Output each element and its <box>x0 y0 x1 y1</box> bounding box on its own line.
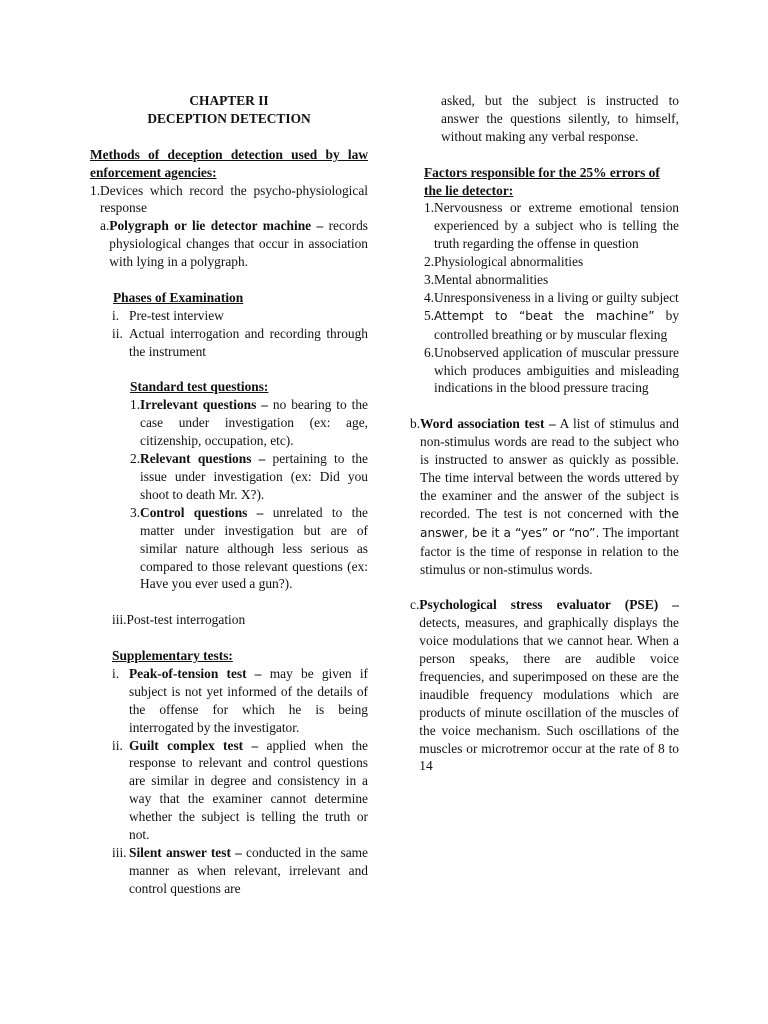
right-column <box>412 92 679 775</box>
methods-heading: Methods of deception detection used by law enforcement agencies: <box>90 146 368 180</box>
left-column <box>90 92 368 898</box>
supplementary-heading: Supplementary tests: <box>112 648 233 664</box>
factor-5-number: 5. <box>424 307 435 323</box>
question-3-content <box>140 504 368 594</box>
question-1-content <box>140 396 368 450</box>
question-3-text: unrelated to the matter under investigation but are of similar nature although less serious as compared to those relevant questions (ex: Have you ever used a gun?). <box>140 504 368 592</box>
method-item-b-text-2: The important factor is the time of response in relation to the stimulus or non-stimulus words. <box>420 524 680 577</box>
supplementary-test-iii-term: Silent answer test – <box>129 844 242 860</box>
question-2-text: pertaining to the issue under investigation (ex: Did you shoot to death Mr. X?). <box>140 451 368 502</box>
question-3 <box>90 504 368 594</box>
supplementary-test-iii-number: iii. <box>112 844 127 860</box>
factor-1 <box>412 199 679 253</box>
method-item-c-letter: c. <box>410 597 420 613</box>
factors-heading: Factors responsible for the 25% errors of the lie detector: <box>424 164 660 198</box>
method-item-c-text: detects, measures, and graphically displays the voice modulations that we cannot hear. When a person speaks, there are audible voice frequencies, and superimposed on these are the inaudible frequency modulations which are products of minute oscillation of the muscles of the voice mechanism. Such oscillations of the muscles or microtremor occur at the rate of 8 to 14 <box>419 615 679 774</box>
factor-5-text-sans: Attempt to “beat the machine” <box>434 308 655 323</box>
phase-iii <box>90 611 368 629</box>
method-item-c <box>410 596 679 775</box>
factor-6-number: 6. <box>424 344 435 360</box>
factor-4-number: 4. <box>424 289 435 305</box>
phase-i <box>90 307 368 325</box>
method-item-c-term: Psychological stress evaluator (PSE) – <box>419 597 679 613</box>
supplementary-test-iii-text: conducted in the same manner as when relevant, irrelevant and control questions are <box>129 844 369 896</box>
chapter-title: DECEPTION DETECTION <box>147 110 311 126</box>
question-2-number: 2. <box>130 451 141 467</box>
supplementary-test-i-content <box>129 665 368 737</box>
silent-test-continuation: asked, but the subject is instructed to answer the questions silently, to himself, without making any verbal response. <box>441 93 679 144</box>
phase-i-text: Pre-test interview <box>129 307 224 323</box>
factor-1-text: Nervousness or extreme emotional tension experienced by a subject who is telling the truth regarding the offense in question <box>434 200 679 252</box>
factor-5-text: by controlled breathing or by muscular flexing <box>434 307 680 342</box>
supplementary-test-i-term: Peak-of-tension test – <box>129 665 262 681</box>
method-item-a-letter: a. <box>100 218 110 234</box>
supplementary-test-i <box>90 665 368 737</box>
supplementary-test-ii-term: Guilt complex test – <box>129 737 259 753</box>
method-item-b-text-sans: the answer, be it a “yes” or “no”. <box>420 506 679 540</box>
chapter-number: CHAPTER II <box>189 93 269 108</box>
supplementary-test-ii-number: ii. <box>112 737 123 753</box>
method-item-b-letter: b. <box>410 416 421 432</box>
question-3-term: Control questions – <box>140 504 264 520</box>
method-item-a-content <box>109 217 368 271</box>
method-item-a <box>90 217 368 271</box>
supplementary-test-iii <box>90 844 368 898</box>
supplementary-test-ii <box>90 737 368 844</box>
supplementary-test-iii-content <box>129 844 368 898</box>
phases-heading: Phases of Examination <box>113 289 244 305</box>
method-item-a-text: records physiological changes that occur in association with lying in a polygraph. <box>109 218 368 270</box>
factor-3-text: Mental abnormalities <box>434 272 549 288</box>
method-item-1-number: 1. <box>90 182 101 198</box>
phase-i-number: i. <box>112 307 120 323</box>
factor-2-text: Physiological abnormalities <box>434 254 584 270</box>
phase-ii <box>90 325 368 361</box>
method-item-b-content <box>420 415 679 578</box>
factor-1-number: 1. <box>424 200 435 216</box>
question-2-term: Relevant questions – <box>140 451 266 467</box>
phase-iii-number: iii. <box>112 612 127 628</box>
supplementary-test-ii-content <box>129 737 368 844</box>
method-item-b <box>410 415 679 578</box>
supplementary-test-i-text: may be given if subject is not yet informed of the details of the offense for which he is being interrogated by the investigator. <box>129 665 369 735</box>
question-1 <box>90 396 368 450</box>
question-1-term: Irrelevant questions – <box>140 397 268 413</box>
phase-ii-text: Actual interrogation and recording through the instrument <box>129 325 368 359</box>
factor-5-content <box>434 307 679 344</box>
factor-4 <box>412 289 679 307</box>
question-1-text: no bearing to the case under investigation (ex: age, citizenship, occupation, etc). <box>140 397 368 449</box>
question-1-number: 1. <box>130 397 141 413</box>
factor-3 <box>412 271 679 289</box>
factor-3-number: 3. <box>424 272 435 288</box>
method-item-b-term: Word association test – <box>420 416 556 432</box>
phase-iii-text: Post-test interrogation <box>126 612 246 628</box>
method-item-1 <box>90 182 368 218</box>
factor-6 <box>412 344 679 398</box>
question-2-content <box>140 450 368 504</box>
factor-6-text: Unobserved application of muscular pressure which produces ambiguities and misleading indications in the blood pressure tracing <box>434 344 679 396</box>
factor-5 <box>412 307 679 344</box>
phase-ii-number: ii. <box>112 325 123 341</box>
standard-questions-heading: Standard test questions: <box>130 379 269 395</box>
supplementary-test-i-number: i. <box>112 665 120 681</box>
factor-4-text: Unresponsiveness in a living or guilty subject <box>434 289 679 305</box>
supplementary-test-ii-text: applied when the response to relevant and control questions are similar in degree and consistency in a way that the examiner cannot determine whether the subject is telling the truth or not. <box>129 737 368 843</box>
factor-2-number: 2. <box>424 254 435 270</box>
method-item-1-text: Devices which record the psycho-physiological response <box>100 182 368 216</box>
method-item-b-text-1: A list of stimulus and non-stimulus words are read to the subject who is instructed to answer as quickly as possible. The time interval between the words uttered by the examiner and the answer of the subject is recorded. The test is not concerned with <box>420 416 679 521</box>
method-item-a-term: Polygraph or lie detector machine – <box>109 218 324 234</box>
method-item-c-content <box>419 596 679 775</box>
factor-2 <box>412 253 679 271</box>
question-3-number: 3. <box>130 504 141 520</box>
question-2 <box>90 450 368 504</box>
